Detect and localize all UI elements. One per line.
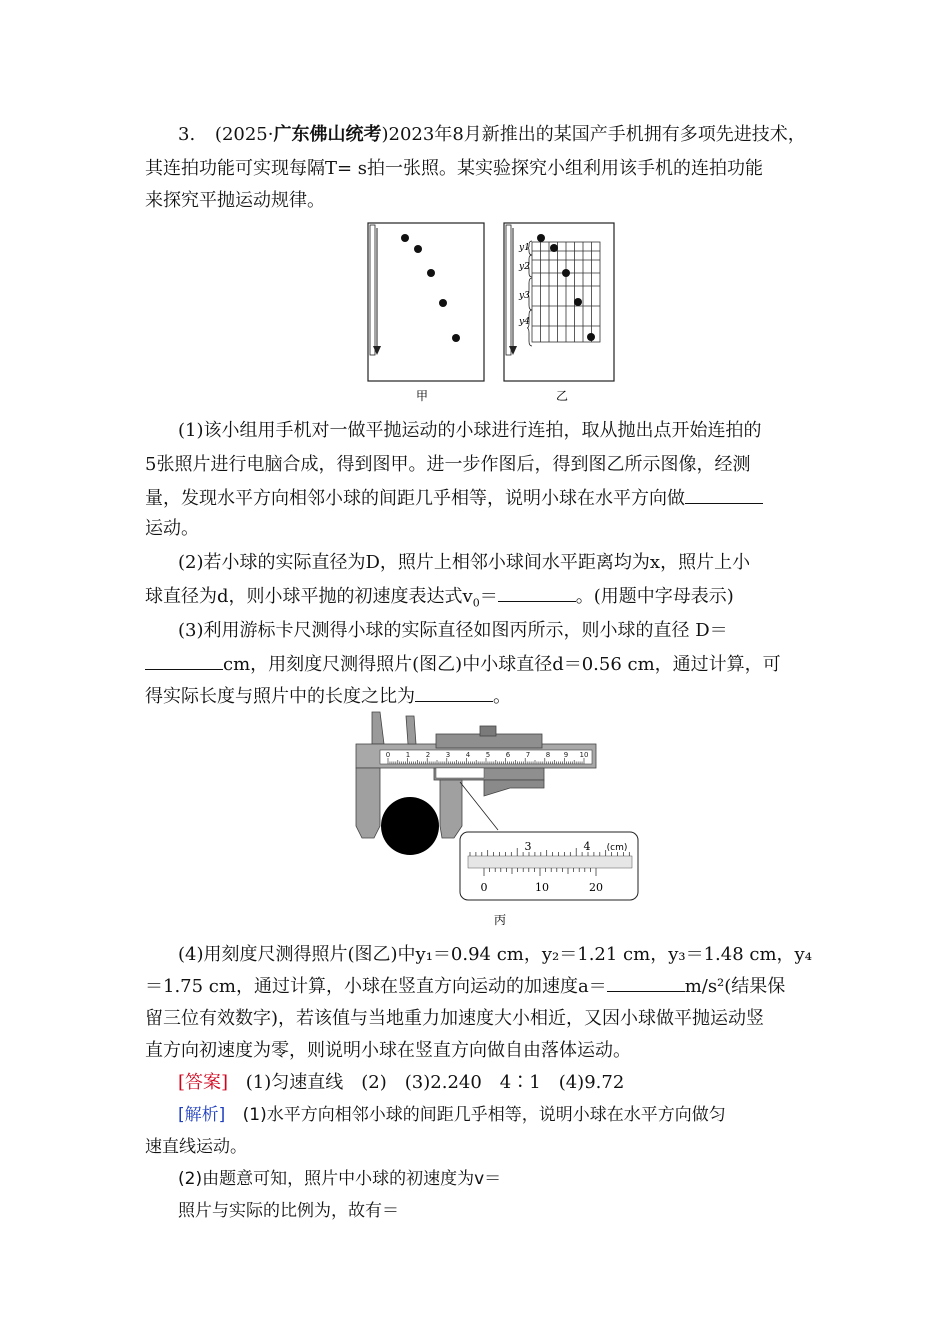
main-tick-3: 3: [445, 751, 451, 759]
problem-line-2: 其连拍功能可实现每隔T= s拍一张照。某实验探究小组利用该手机的连拍功能: [145, 158, 764, 179]
ball-jia-4: [439, 299, 447, 307]
ball-yi-3: [562, 269, 570, 277]
analysis-text-1: (1)水平方向相邻小球的间距几乎相等，说明小球在水平方向做匀: [242, 1105, 726, 1125]
y2-label: y2: [519, 262, 530, 272]
main-tick-7: 7: [525, 751, 531, 759]
q1-line-2: 5张照片进行电脑合成，得到图甲。进一步作图后，得到图乙所示图像，经测: [145, 454, 751, 475]
analysis-line-2: 速直线运动。: [145, 1137, 247, 1157]
ball-jia-3: [427, 269, 435, 277]
q4-line-4: 直方向初速度为零，则说明小球在竖直方向做自由落体运动。: [145, 1040, 631, 1061]
q1-line-3-text: 量，发现水平方向相邻小球的间距几乎相等，说明小球在水平方向做: [145, 488, 685, 509]
q4-line-1: (4)用刻度尺测得照片(图乙)中y₁＝0.94 cm，y₂＝1.21 cm，y₃＝1.48 cm，y₄: [178, 944, 812, 965]
zoom-top-4: 4: [583, 840, 591, 853]
analysis-tag: [解析]: [178, 1105, 226, 1125]
q4-line-2-text: ＝1.75 cm，通过计算，小球在竖直方向运动的加速度a＝: [145, 976, 607, 997]
q1-line-4: 运动。: [145, 518, 199, 539]
ball-jia-2: [414, 245, 422, 253]
ball-jia-5: [452, 334, 460, 342]
q1-blank: [685, 485, 763, 504]
main-tick-4: 4: [465, 751, 471, 759]
zoom-bottom-0: 0: [480, 881, 488, 894]
answer-line: [178, 1068, 624, 1098]
q4-line-3: 留三位有效数字)，若该值与当地重力加速度大小相近，又因小球做平抛运动竖: [145, 1008, 765, 1029]
q4-line-2: [145, 972, 785, 1002]
problem-number: 3.: [178, 124, 196, 145]
zoom-top-3: 3: [524, 840, 532, 853]
q4-line-2-end: m/s²(结果保: [684, 976, 786, 997]
analysis-line-1: [178, 1100, 726, 1130]
q2-blank: [498, 583, 576, 602]
ball-yi-1: [537, 234, 545, 242]
answer-text: (1)匀速直线 (2) (3)2.240 4∶1 (4)9.72: [245, 1072, 625, 1093]
ball-yi-4: [574, 298, 582, 306]
label-jia: 甲: [415, 389, 429, 403]
q3-line-3-text: 得实际长度与照片中的长度之比为: [145, 686, 415, 707]
measured-ball: [381, 797, 439, 855]
q1-line-1: (1)该小组用手机对一做平抛运动的小球进行连拍，取从抛出点开始连拍的: [178, 420, 762, 441]
zoom-unit: (cm): [606, 843, 628, 853]
problem-line-1: [178, 120, 806, 150]
q2-line-2-text: 球直径为d，则小球平抛的初速度表达式v: [145, 586, 473, 607]
q3-line-2-text: cm，用刻度尺测得照片(图乙)中小球直径d＝0.56 cm，通过计算，可: [223, 654, 781, 675]
y3-label: y3: [519, 291, 530, 301]
main-tick-0: 0: [385, 751, 391, 759]
q2-line-2-end: 。(用题中字母表示): [575, 586, 734, 607]
analysis-line-3: (2)由题意可知，照片中小球的初速度为v＝: [178, 1169, 502, 1189]
q3-blank-1: [145, 651, 223, 670]
analysis-line-4: 照片与实际的比例为，故有＝: [178, 1201, 399, 1221]
q1-line-3: [145, 484, 763, 514]
main-tick-9: 9: [563, 751, 569, 759]
figure-jia-yi: [360, 218, 620, 408]
main-tick-8: 8: [545, 751, 551, 759]
y1-label: y1: [519, 243, 530, 253]
label-yi: 乙: [555, 389, 569, 403]
q2-eq: ＝: [479, 586, 498, 607]
y4-label: y4: [519, 317, 530, 327]
figure-bing-caliper: [350, 706, 650, 936]
source-tag: 广东佛山统考: [273, 124, 382, 145]
q2-line-1: (2)若小球的实际直径为D，照片上相邻小球间水平距离均为x，照片上小: [178, 552, 751, 573]
problem-line-1-text: 2023年8月新推出的某国产手机拥有多项先进技术，: [388, 124, 806, 145]
label-bing: 丙: [493, 913, 507, 927]
ball-yi-5: [587, 333, 595, 341]
q3-line-1: (3)利用游标卡尺测得小球的实际直径如图丙所示，则小球的直径 D＝: [178, 620, 728, 641]
zoom-bottom-10: 10: [535, 881, 549, 894]
main-tick-1: 1: [405, 751, 411, 759]
answer-tag: [答案]: [178, 1072, 229, 1093]
q3-line-2: [145, 650, 781, 680]
main-tick-10: 10: [579, 751, 589, 759]
q3-line-3-end: 。: [493, 686, 511, 707]
q3-blank-2: [415, 683, 493, 702]
main-tick-2: 2: [425, 751, 431, 759]
main-tick-5: 5: [485, 751, 491, 759]
q2-line-2: [145, 582, 734, 619]
ball-jia-1: [401, 234, 409, 242]
q2-sub: 0: [472, 596, 480, 610]
problem-line-3: 来探究平抛运动规律。: [145, 190, 325, 211]
main-tick-6: 6: [505, 751, 511, 759]
q4-blank: [607, 973, 685, 992]
source-prefix: (2025·: [214, 124, 274, 145]
zoom-bottom-20: 20: [589, 881, 603, 894]
ball-yi-2: [550, 244, 558, 252]
source-suffix: ): [381, 124, 389, 145]
